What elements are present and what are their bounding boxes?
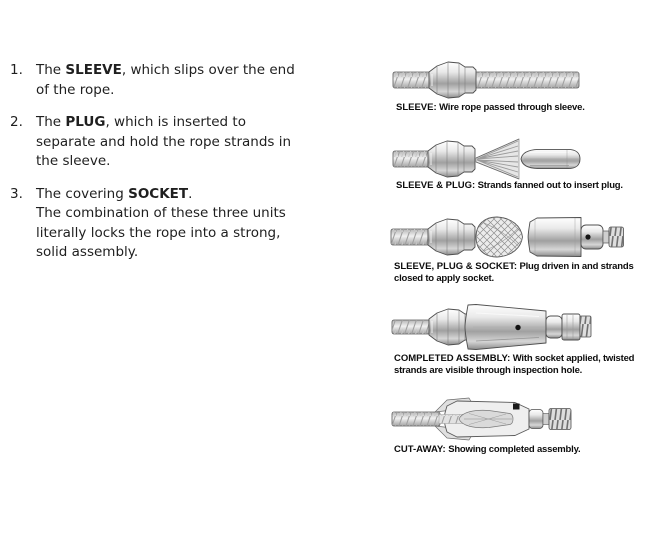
item-text <box>36 61 352 100</box>
caption-text: Wire rope passed through sleeve. <box>439 102 585 113</box>
item-number: 1. <box>10 62 23 78</box>
item-text <box>36 113 352 172</box>
item-text-line: separate and hold the rope strands in <box>36 133 292 150</box>
caption-label: SLEEVE, PLUG & SOCKET: <box>394 261 517 272</box>
sleeve-plug-socket-illustration <box>389 212 626 262</box>
caption-text: With socket applied, twisted strands are visible through inspection hole. <box>394 353 635 376</box>
instruction-item-plug <box>10 113 355 172</box>
sleeve-illustration <box>391 57 581 103</box>
item-keyword: SLEEVE <box>65 62 122 78</box>
item-text-segment: , which slips over the end <box>121 62 295 78</box>
item-text-segment: , which is inserted to <box>105 114 246 130</box>
figure-caption-completed-assembly <box>394 353 650 376</box>
item-text-segment: . <box>188 185 193 202</box>
completed-assembly-illustration <box>389 300 594 353</box>
figure-caption-sleeve <box>396 102 650 114</box>
item-text-line: literally locks the rope into a strong, <box>36 224 281 241</box>
caption-text: Showing completed assembly. <box>448 444 581 455</box>
item-text-segment: The covering <box>36 185 129 202</box>
caption-label: COMPLETED ASSEMBLY: <box>394 353 511 364</box>
item-keyword: PLUG <box>65 114 106 130</box>
caption-text: Strands fanned out to insert plug. <box>477 180 623 191</box>
caption-label: SLEEVE: <box>396 102 437 113</box>
item-number: 2. <box>10 114 23 130</box>
item-text-segment: The <box>36 62 66 78</box>
instruction-item-socket <box>10 185 355 263</box>
sleeve-and-plug-illustration <box>391 137 586 181</box>
figure-caption-cut-away <box>394 444 650 456</box>
instruction-item-sleeve <box>10 61 355 100</box>
item-text-line: solid assembly. <box>36 244 139 260</box>
item-keyword: SOCKET <box>128 185 189 202</box>
figure-caption-sleeve-plug <box>396 180 650 192</box>
item-text <box>36 185 352 263</box>
item-text-line: The combination of these three units <box>36 205 286 221</box>
cut-away-illustration <box>389 396 584 444</box>
item-text-segment: The <box>36 114 66 130</box>
item-number: 3. <box>10 185 23 202</box>
caption-text: Plug driven in and strands closed to apply socket. <box>394 261 634 284</box>
item-text-line: the sleeve. <box>36 153 111 169</box>
caption-label: SLEEVE & PLUG: <box>396 180 476 191</box>
caption-label: CUT-AWAY: <box>394 444 446 455</box>
item-text-line: of the rope. <box>36 81 115 98</box>
figure-caption-sleeve-plug-socket <box>394 261 650 284</box>
instruction-list <box>10 61 355 276</box>
